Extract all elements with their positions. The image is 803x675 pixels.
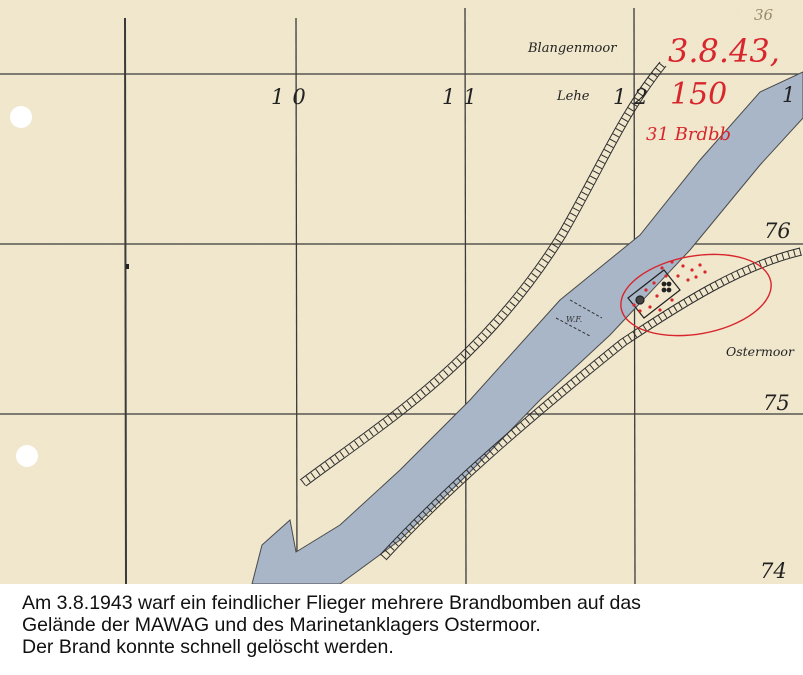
red-note-time: 150 <box>670 77 728 112</box>
place-label-north: Blangenmoor <box>528 41 617 56</box>
grid-row-label-74: 74 <box>760 559 787 583</box>
waterway-label: W.F. <box>566 315 583 324</box>
pencil-mark <box>126 264 129 269</box>
caption-line-3: Der Brand konnte schnell gelöscht werden. <box>22 636 394 658</box>
punch-hole-bottom <box>16 445 38 467</box>
grid-column-label-1: 1 <box>782 83 796 107</box>
grid-column-label-11: 11 <box>442 85 485 109</box>
punch-hole-top <box>10 106 32 128</box>
grid-column-label-12: 12 <box>613 85 656 109</box>
grid-row-label-76: 76 <box>764 219 791 243</box>
place-label-east: Ostermoor <box>726 344 794 359</box>
grid-row-label-75: 75 <box>763 391 790 415</box>
caption-line-1: Am 3.8.1943 warf ein feindlicher Flieger mehrere Brandbomben auf das <box>22 592 641 614</box>
red-note-count: 31 Brdbb <box>646 124 732 145</box>
grid-column-label-10: 10 <box>271 85 314 109</box>
caption <box>22 592 792 658</box>
grid-line-vertical-left <box>125 18 126 584</box>
red-note-date: 3.8.43, <box>668 32 780 70</box>
sheet-number: 36 <box>754 6 774 24</box>
caption-line-2: Gelände der MAWAG und des Marinetanklagers Ostermoor. <box>22 614 541 636</box>
place-label-west: Lehe <box>557 89 590 104</box>
